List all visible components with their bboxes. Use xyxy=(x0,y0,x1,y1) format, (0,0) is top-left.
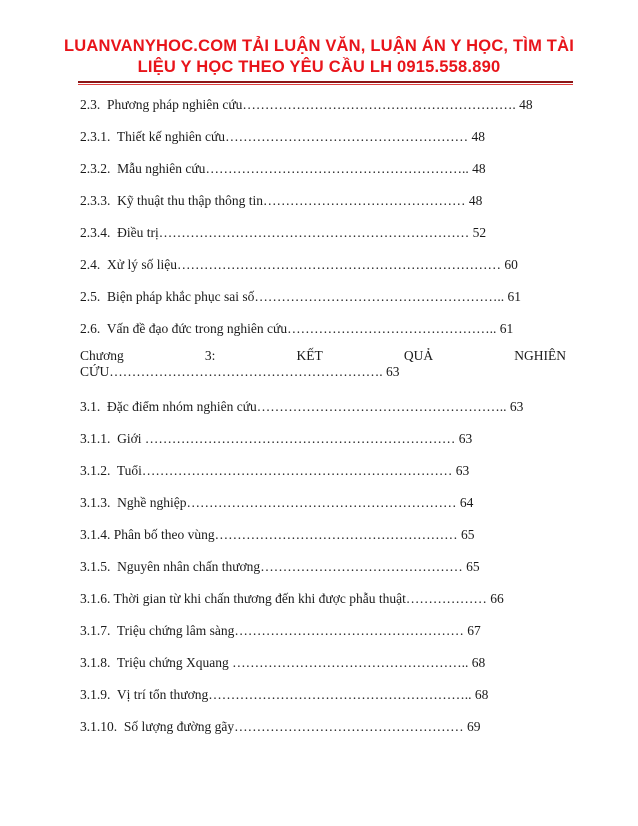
toc-num: 3.1.1. xyxy=(80,431,111,446)
toc-entry[interactable] xyxy=(80,655,485,671)
toc-entry[interactable] xyxy=(80,321,513,337)
toc-entry[interactable] xyxy=(80,431,472,447)
toc-leader: …………………………………………………………… xyxy=(158,225,470,240)
toc-entry[interactable] xyxy=(80,97,533,113)
toc-num: 2.3.4. xyxy=(80,225,111,240)
toc-num: 2.3.3. xyxy=(80,193,111,208)
toc-num: 2.6. xyxy=(80,321,101,336)
toc-page: 61 xyxy=(499,321,514,336)
toc-leader: ……………………………………………………. xyxy=(109,364,383,379)
chapter-word: Chương xyxy=(80,348,124,363)
toc-page: 64 xyxy=(459,495,474,510)
toc-num: 3.1. xyxy=(80,399,101,414)
chapter-word-qua: QUẢ xyxy=(403,348,434,363)
chapter-word-ket: KẾT xyxy=(296,348,323,363)
toc-page: 66 xyxy=(490,591,504,606)
toc-leader: …………………………………………….. xyxy=(232,655,469,670)
toc-leader: ……………… xyxy=(405,591,487,606)
toc-entry[interactable] xyxy=(80,257,518,273)
toc-title: Triệu chứng Xquang xyxy=(116,655,229,670)
toc-title: Thời gian từ khi chấn thương đến khi được phẫu thuật xyxy=(113,591,406,606)
toc-entry[interactable] xyxy=(80,463,469,479)
toc-leader: ……………………………………….. xyxy=(287,321,497,336)
toc-leader: ……………………………………………….. xyxy=(256,399,507,414)
toc-title: Số lượng đường gãy xyxy=(123,719,235,734)
toc-title: Xử lý số liệu xyxy=(107,257,177,272)
toc-title: Điều trị xyxy=(117,225,159,240)
chapter-continuation: CỨU……………………………………………………. 63 xyxy=(80,364,400,379)
toc-leader: ……………………………………… xyxy=(263,193,466,208)
toc-page: 69 xyxy=(467,719,481,734)
toc-num: 3.1.6. xyxy=(80,591,111,606)
toc-page: 63 xyxy=(458,431,473,446)
toc-page: 48 xyxy=(472,161,486,176)
toc-page: 60 xyxy=(504,257,518,272)
toc-entry[interactable] xyxy=(80,527,475,543)
toc-entry[interactable] xyxy=(80,591,504,607)
toc-title: Nghề nghiệp xyxy=(117,495,187,510)
toc-num: 3.1.10. xyxy=(80,719,118,734)
toc-entry-chapter[interactable] xyxy=(80,348,566,380)
toc-entry[interactable] xyxy=(80,559,480,575)
toc-title: Nguyên nhân chấn thương xyxy=(117,559,261,574)
toc-num: 2.3.1. xyxy=(80,129,111,144)
toc-entry[interactable] xyxy=(80,225,486,241)
toc-leader: ……………………………………………….. xyxy=(254,289,505,304)
toc-num: 3.1.5. xyxy=(80,559,111,574)
toc-page: 63 xyxy=(509,399,524,414)
toc-num: 3.1.9. xyxy=(80,687,111,702)
toc-page: 63 xyxy=(385,364,400,379)
toc-page: 52 xyxy=(472,225,487,240)
toc-leader: …………………………………………… xyxy=(234,719,464,734)
toc-title: Biện pháp khắc phục sai số xyxy=(107,289,255,304)
toc-entry[interactable] xyxy=(80,687,488,703)
toc-entry[interactable] xyxy=(80,495,473,511)
toc-leader: ……………………………………………… xyxy=(214,527,458,542)
toc-entry[interactable] xyxy=(80,623,481,639)
toc-page: 48 xyxy=(471,129,485,144)
toc-entry[interactable] xyxy=(80,193,482,209)
toc-title: Phương pháp nghiên cứu xyxy=(107,97,243,112)
toc-leader: …………………………………………… xyxy=(234,623,464,638)
toc-leader: …………………………………………………………… xyxy=(144,431,456,446)
toc-page: 65 xyxy=(461,527,475,542)
toc-entry[interactable] xyxy=(80,399,523,415)
toc-leader: ……………………………………… xyxy=(260,559,463,574)
toc-title: Mẫu nghiên cứu xyxy=(117,161,206,176)
toc-num: 2.3. xyxy=(80,97,101,112)
toc-title: Triệu chứng lâm sàng xyxy=(116,623,235,638)
toc-page: 48 xyxy=(519,97,533,112)
toc-num: 3.1.2. xyxy=(80,463,111,478)
toc-page: 61 xyxy=(507,289,521,304)
chapter-number: 3: xyxy=(204,348,216,363)
banner-line-1: LUANVANYHOC.COM TẢI LUẬN VĂN, LUẬN ÁN Y HỌC, TÌM TÀI xyxy=(64,37,574,55)
toc-num: 3.1.4. xyxy=(80,527,111,542)
toc-num: 2.3.2. xyxy=(80,161,111,176)
banner-line-2: LIỆU Y HỌC THEO YÊU CẦU LH 0915.558.890 xyxy=(137,58,501,76)
toc-leader: ……………………………………………… xyxy=(225,129,469,144)
toc-title: Đặc điểm nhóm nghiên cứu xyxy=(107,399,257,414)
toc-leader: …………………………………………………… xyxy=(186,495,457,510)
toc-title: Vấn đề đạo đức trong nghiên cứu xyxy=(106,321,288,336)
toc-num: 2.4. xyxy=(80,257,101,272)
chapter-word-nghien: NGHIÊN xyxy=(514,348,566,363)
toc-entry[interactable] xyxy=(80,719,481,735)
toc-page: 68 xyxy=(471,655,486,670)
toc-leader: ……………………………………………………. xyxy=(242,97,516,112)
toc-num: 2.5. xyxy=(80,289,101,304)
toc-page: 68 xyxy=(474,687,489,702)
toc-title: Tuổi xyxy=(116,463,142,478)
toc-num: 3.1.7. xyxy=(80,623,111,638)
toc-title: Thiết kế nghiên cứu xyxy=(116,129,226,144)
toc-page: 65 xyxy=(466,559,480,574)
toc-num: 3.1.8. xyxy=(80,655,111,670)
chapter-heading-line xyxy=(80,348,566,364)
toc-entry[interactable] xyxy=(80,161,486,177)
toc-num: 3.1.3. xyxy=(80,495,111,510)
toc-leader: ………………………………………………….. xyxy=(208,687,472,702)
toc-title: Vị trí tổn thương xyxy=(116,687,209,702)
toc-entry[interactable] xyxy=(80,129,485,145)
toc-title: Phân bố theo vùng xyxy=(113,527,215,542)
toc-title: Giới xyxy=(117,431,142,446)
toc-entry[interactable] xyxy=(80,289,521,305)
toc-page: 48 xyxy=(468,193,483,208)
toc-leader: …………………………………………………………… xyxy=(141,463,453,478)
toc-page: 67 xyxy=(467,623,481,638)
toc-page: 63 xyxy=(455,463,470,478)
toc-leader: ……………………………………………………………… xyxy=(176,257,501,272)
toc-title: Kỹ thuật thu thập thông tin xyxy=(117,193,263,208)
toc-leader: ………………………………………………….. xyxy=(205,161,469,176)
